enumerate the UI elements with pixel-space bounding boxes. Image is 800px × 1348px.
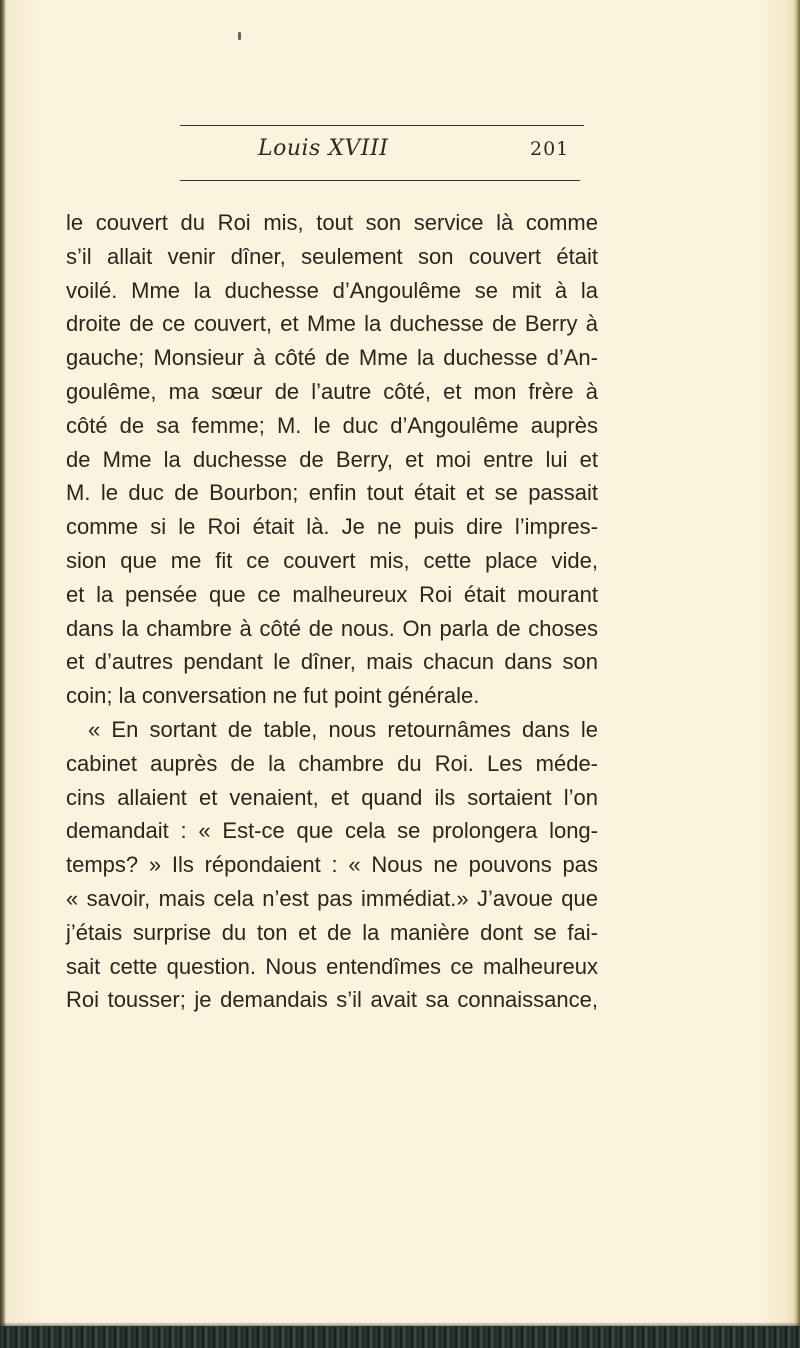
text-line: cins allaient et venaient, et quand ils sortaient l’on xyxy=(66,784,598,810)
text-line: et d’autres pendant le dîner, mais chacun dans son xyxy=(66,649,598,675)
text-line: sion que me fit ce couvert mis, cette place vide, xyxy=(66,547,598,573)
text-line: temps? » Ils répondaient : « Nous ne pouvons pas xyxy=(66,852,598,878)
text-line: demandait : « Est-ce que cela se prolongera long- xyxy=(66,818,598,844)
page-gutter-shadow xyxy=(0,0,6,1348)
page-right-edge xyxy=(794,0,800,1348)
text-line: goulême, ma sœur de l’autre côté, et mon frère à xyxy=(66,378,598,404)
header-rule-bottom xyxy=(180,180,580,181)
text-line: sait cette question. Nous entendîmes ce malheureux xyxy=(66,953,598,979)
text-line: droite de ce couvert, et Mme la duchesse de Berry à xyxy=(66,311,598,337)
header-rule-top xyxy=(180,125,584,126)
text-line: côté de sa femme; M. le duc d’Angoulême auprès xyxy=(66,412,598,438)
text-line: gauche; Monsieur à côté de Mme la duchesse d’An- xyxy=(66,345,598,371)
text-line: de Mme la duchesse de Berry, et moi entre lui et xyxy=(66,446,598,472)
text-line: voilé. Mme la duchesse d’Angoulême se mit à la xyxy=(66,277,598,303)
page-number: 201 xyxy=(530,138,570,160)
text-line: s’il allait venir dîner, seulement son couvert était xyxy=(66,243,598,269)
running-title: Louis XVIII xyxy=(258,136,389,161)
text-line: « savoir, mais cela n’est pas immédiat.» J’avoue que xyxy=(66,885,598,911)
text-line: coin; la conversation ne fut point générale. xyxy=(66,683,480,709)
body-text xyxy=(66,206,598,1017)
text-line: dans la chambre à côté de nous. On parla de choses xyxy=(66,615,598,641)
page-bottom-edge xyxy=(0,1326,800,1348)
text-line: comme si le Roi était là. Je ne puis dire l’impres- xyxy=(66,514,598,540)
text-line: cabinet auprès de la chambre du Roi. Les méde- xyxy=(66,750,598,776)
text-line: j’étais surprise du ton et de la manière dont se fai- xyxy=(66,919,598,945)
print-mark xyxy=(238,32,241,40)
text-line: le couvert du Roi mis, tout son service là comme xyxy=(66,210,598,235)
text-line: M. le duc de Bourbon; enfin tout était et se passait xyxy=(66,480,598,506)
text-line: Roi tousser; je demandais s’il avait sa connaissance, xyxy=(66,987,598,1013)
text-line: et la pensée que ce malheureux Roi était mourant xyxy=(66,581,598,607)
text-line: « En sortant de table, nous retournâmes dans le xyxy=(88,716,598,742)
